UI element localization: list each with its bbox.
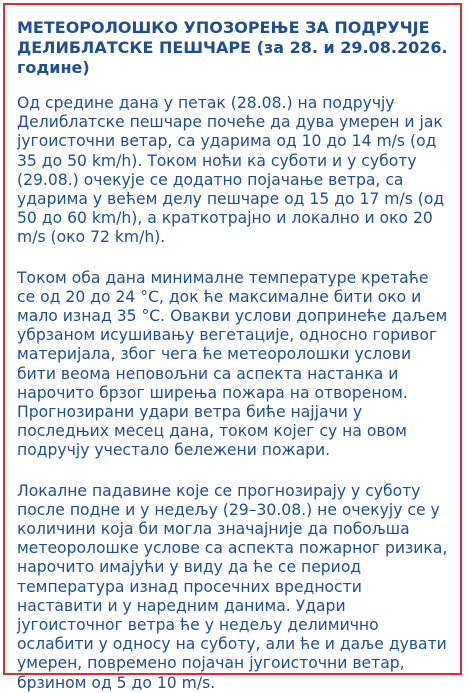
notice-title: МЕТЕОРОЛОШКО УПОЗОРЕЊЕ ЗА ПОДРУЧЈЕ ДЕЛИБЛАТСКЕ ПЕШЧАРЕ (за 28. и 29.08.2026. године) <box>17 18 448 77</box>
warning-notice-box <box>3 3 462 692</box>
notice-paragraph-wind: Од средине дана у петак (28.08.) на подручју Делиблатске пешчаре почеће да дува умерен и јак југоисточни ветар, са ударима од 10 до 14 m/s (од 35 до 50 km/h). Током ноћи ка суботи и у суботу (29.08.) очекује се додатно појачање ветра, са ударима у већем делу пешчаре од 15 до 17 m/s (од 50 до 60 km/h), а краткотрајно и локално и око 20 m/s (око 72 km/h). <box>17 94 445 247</box>
notice-paragraph-precipitation: Локалне падавине које се прогнозирају у суботу после подне и у недељу (29–30.08.) не очекују се у количини која би могла значајније да побољша метеоролошке услове са аспекта пожарног ризика, нарочито имајући у виду да ће се период температура изнад просечних вредности наставити и у наредним данима. Удари југоисточног ветра ће у недељу делимично ослабити у односу на суботу, али ће и даље дувати умерен, повремено појачан југоисточни ветар, брзином од 5 до 10 m/s. <box>17 481 448 692</box>
notice-paragraph-temperature: Током оба дана минималне температуре кретаће се од 20 до 24 °C, док ће максималне бити око и мало изнад 35 °C. Овакви услови допринеће даљем убрзаном исушивању вегетације, односно горивог материјала, због чега ће метеоролошки услови бити веома неповољни са аспекта настанка и нарочито брзог ширења пожара на отвореном. Прогнозирани удари ветра биће најјачи у последњих месец дана, током којег су на овом подручју учестало бележени пожари. <box>17 268 448 460</box>
